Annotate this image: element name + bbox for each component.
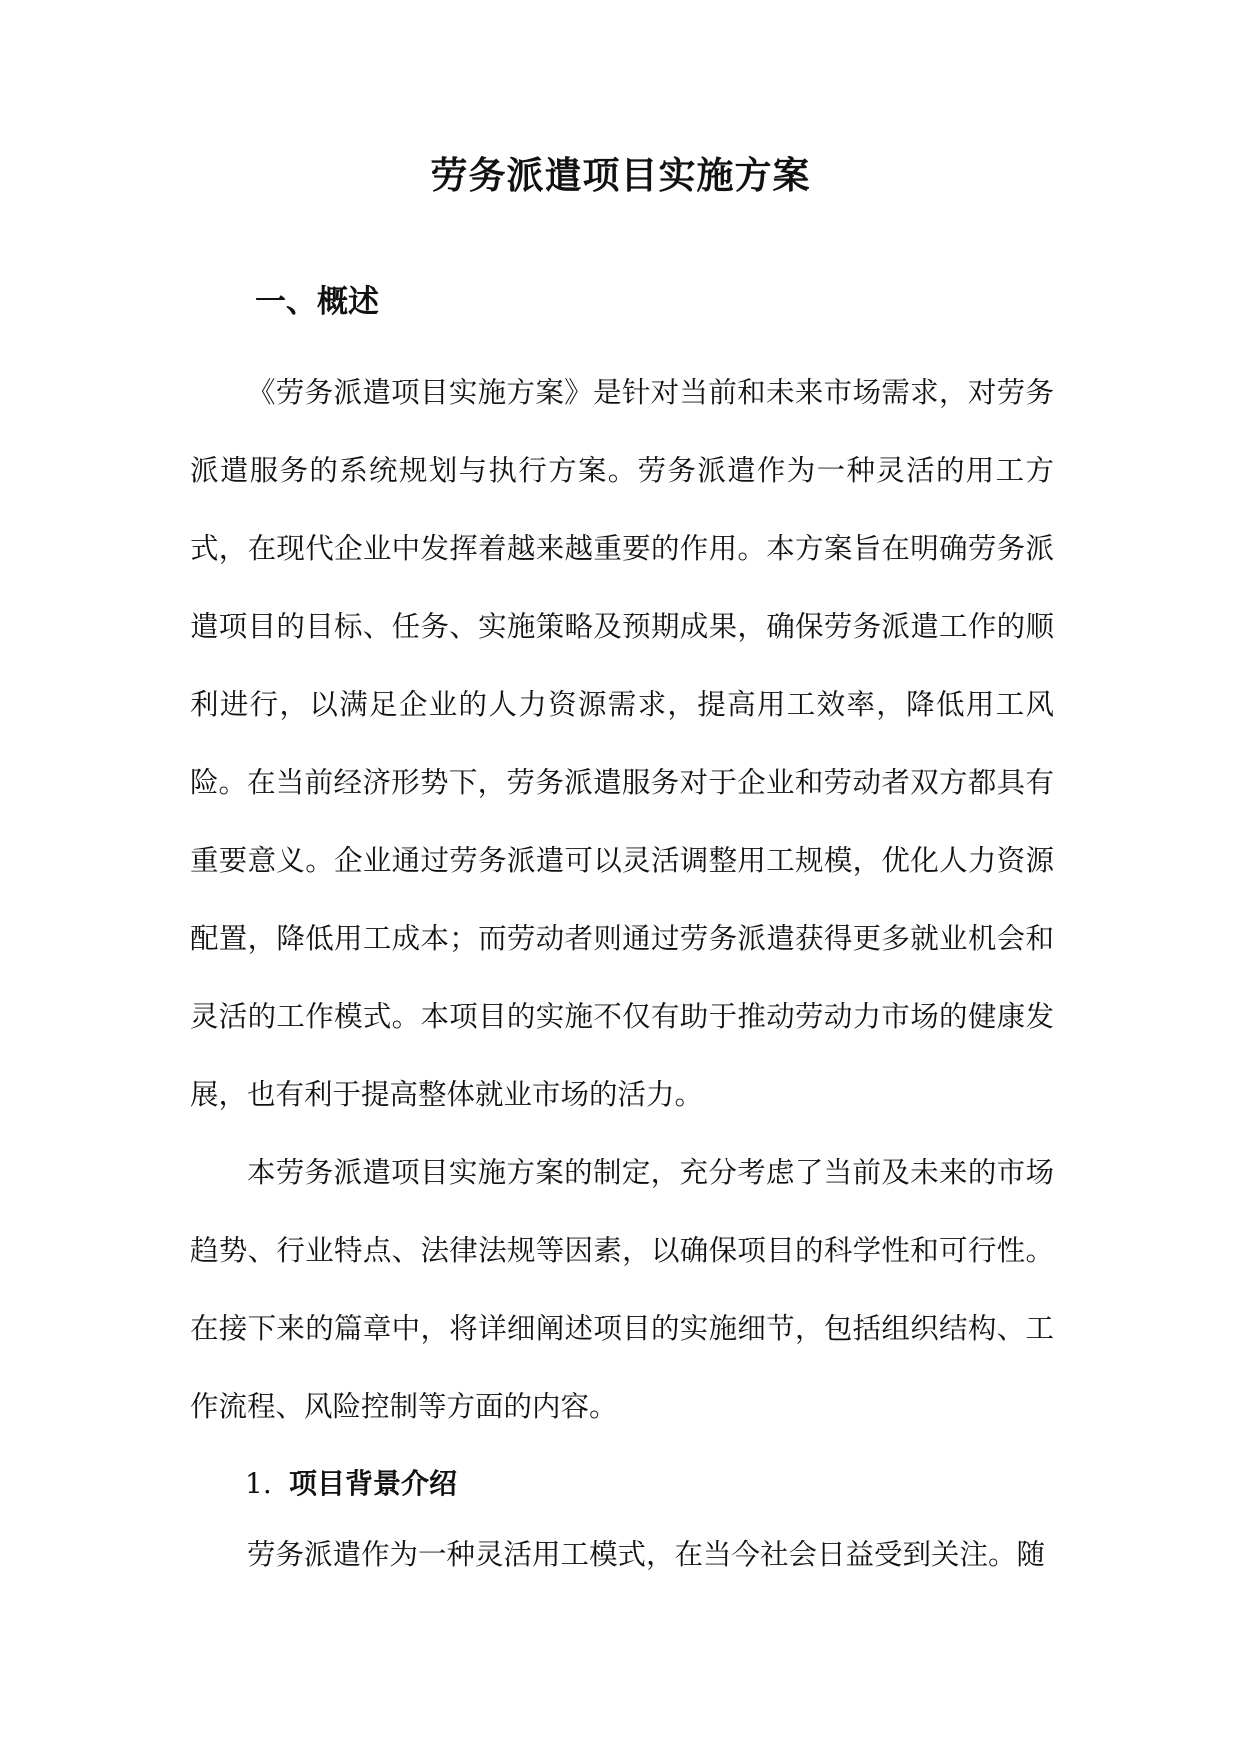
paragraph-2: 在当前经济形势下，劳务派遣服务对于企业和劳动者双方都具有重要意义。企业通过劳务派遣可以灵活调整用工规模，优化人力资源配置，降低用工成本；而劳动者则通过劳务派遣获得更多就业机会和灵活的工作模式。本项目的实施不仅有助于推动劳动力市场的健康发展，也有利于提高整体就业市场的活力。	[190, 766, 1054, 1111]
subsection-number: 1.	[245, 1467, 272, 1500]
paragraph-1: 《劳务派遣项目实施方案》是针对当前和未来市场需求，对劳务派遣服务的系统规划与执行方案。劳务派遣作为一种灵活的用工方式，在现代企业中发挥着越来越重要的作用。本方案旨在明确劳务派遣项目的目标、任务、实施策略及预期成果，确保劳务派遣工作的顺利进行，以满足企业的人力资源需求，提高用工效率，降低用工风险。	[190, 376, 1054, 799]
subsection-heading	[245, 1462, 457, 1506]
section-heading: 一、概述	[255, 284, 379, 320]
subsection-title: 项目背景介绍	[289, 1467, 458, 1500]
paragraph-3: 本劳务派遣项目实施方案的制定，充分考虑了当前及未来的市场趋势、行业特点、法律法规等因素，以确保项目的科学性和可行性。在接下来的篇章中，将详细阐述项目的实施细节，包括组织结构、工作流程、风险控制等方面的内容。	[190, 1156, 1054, 1423]
subsection-paragraph: 劳务派遣作为一种灵活用工模式，在当今社会日益受到关注。随	[247, 1538, 1046, 1571]
document-title: 劳务派遣项目实施方案	[430, 153, 811, 197]
